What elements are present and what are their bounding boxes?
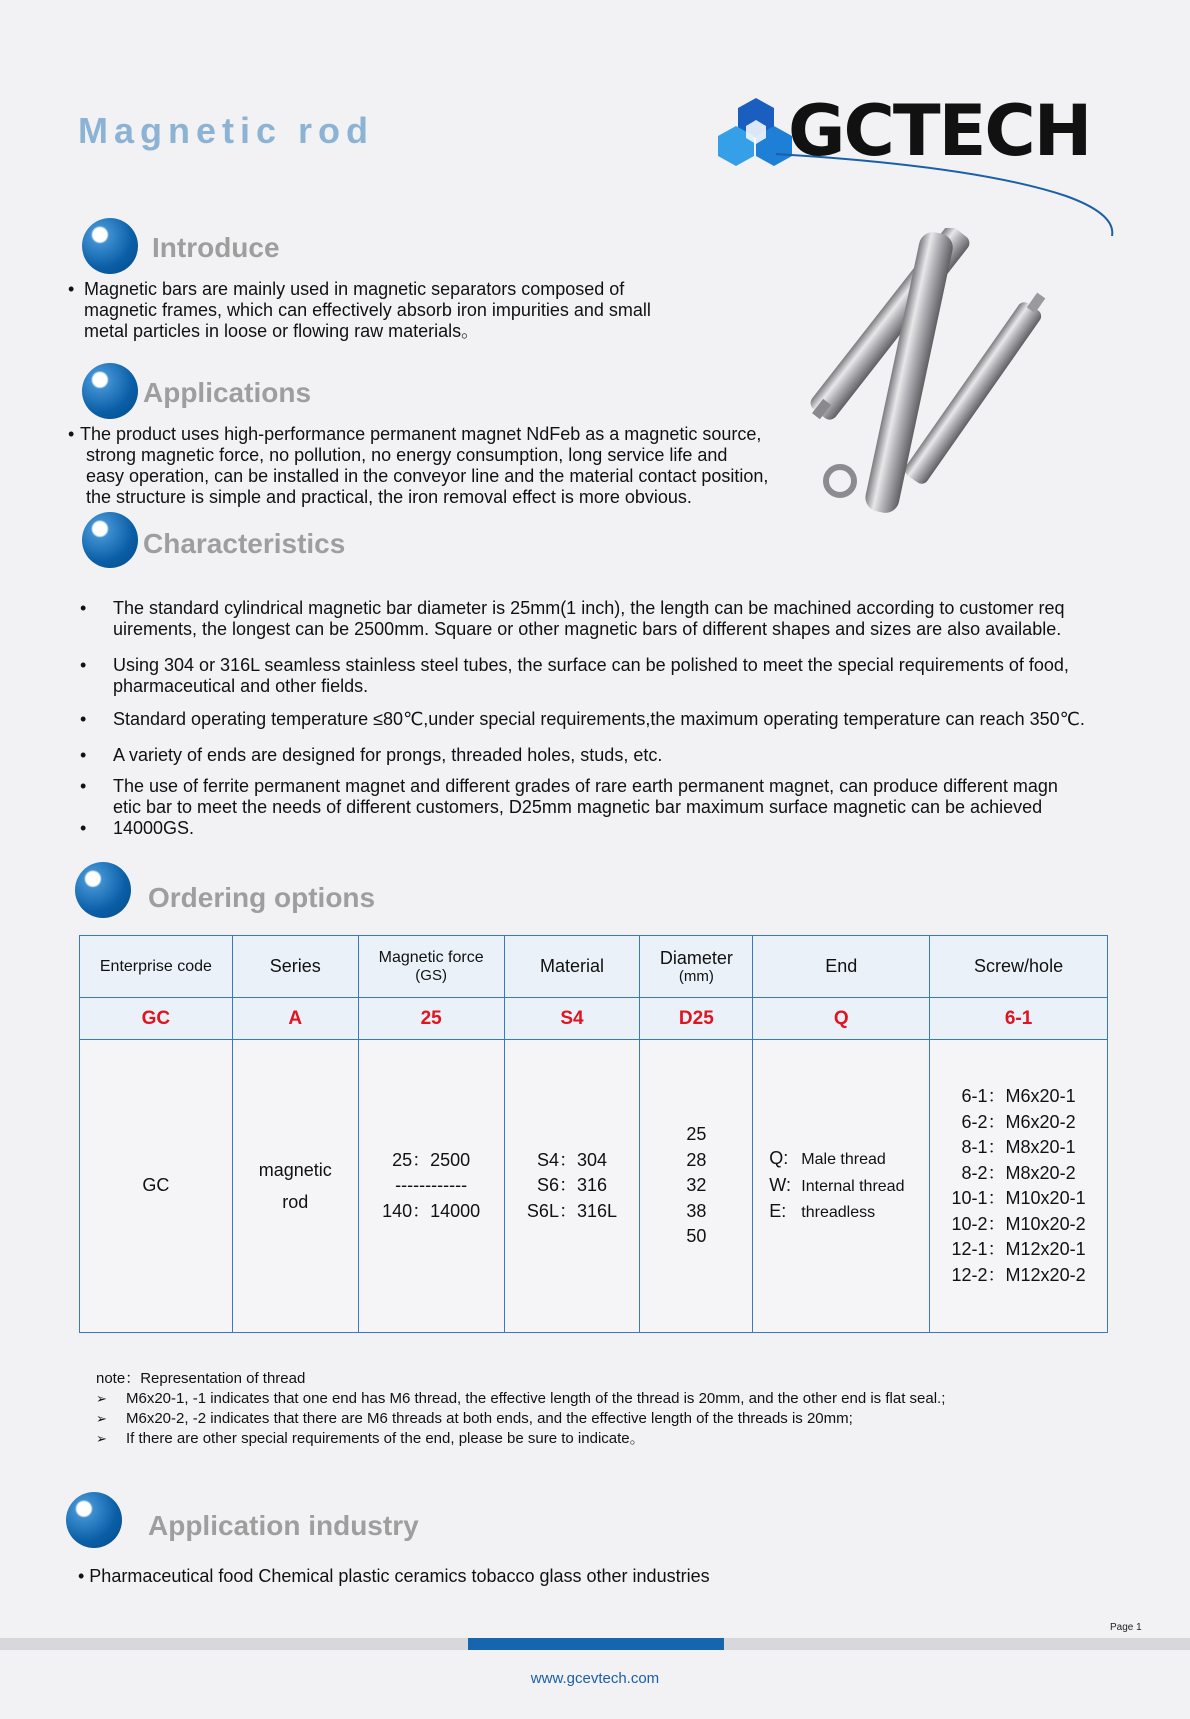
item-line: Using 304 or 316L seamless stainless steel tubes, the surface can be polished to meet the special requirements of food, <box>113 655 1069 675</box>
table-code-row <box>80 998 1108 1040</box>
item-line: Standard operating temperature ≤80℃,under special requirements,the maximum operating temperature can reach 350℃. <box>113 709 1085 729</box>
table-header-row <box>80 936 1108 998</box>
item-line: A variety of ends are designed for prongs, threaded holes, studs, etc. <box>113 745 663 765</box>
header-enterprise-code: Enterprise code <box>80 936 233 998</box>
applications-text <box>80 424 800 508</box>
introduce-line: metal particles in loose or flowing raw materials。 <box>84 321 480 341</box>
note-item <box>96 1409 945 1429</box>
bullet: • <box>80 655 87 675</box>
end-key: E: <box>769 1201 787 1222</box>
section-bullet-icon <box>82 512 138 568</box>
item-line: The use of ferrite permanent magnet and different grades of rare earth permanent magnet, can produce different magn <box>113 776 1058 796</box>
detail-line: 25 <box>686 1124 707 1145</box>
list-item <box>80 655 1140 697</box>
header-label: Magnetic force <box>378 949 484 966</box>
code-cell: GC <box>80 998 233 1040</box>
detail-end <box>753 1040 930 1333</box>
code-cell: S4 <box>504 998 640 1040</box>
section-bullet-icon <box>66 1492 122 1548</box>
detail-line: 140：14000 <box>382 1200 481 1221</box>
detail-line: 8-1：M8x20-1 <box>961 1137 1076 1157</box>
section-bullet-icon <box>82 363 138 419</box>
bullet: • <box>80 598 87 618</box>
detail-enterprise: GC <box>80 1040 233 1333</box>
detail-magnetic-force <box>358 1040 504 1333</box>
applications-bullet: • <box>68 424 75 444</box>
detail-line: S4：304 <box>536 1149 607 1170</box>
applications-line: the structure is simple and practical, the iron removal effect is more obvious. <box>86 487 692 507</box>
page-number: Page 1 <box>1110 1622 1142 1633</box>
arrow-bullet-icon: ➢ <box>96 1391 107 1406</box>
item-line: The standard cylindrical magnetic bar diameter is 25mm(1 inch), the length can be machined according to customer req <box>113 598 1065 618</box>
table-detail-row <box>80 1040 1108 1333</box>
header-series: Series <box>232 936 358 998</box>
bullet: • <box>80 776 87 796</box>
characteristics-title: Characteristics <box>143 528 346 559</box>
detail-line: 50 <box>686 1226 707 1247</box>
header-material: Material <box>504 936 640 998</box>
item-line: uirements, the longest can be 2500mm. Square or other magnetic bars of different shapes and sizes are also available. <box>113 619 1062 639</box>
header-screw-hole: Screw/hole <box>930 936 1108 998</box>
applications-title: Applications <box>143 377 312 408</box>
website-link[interactable]: www.gcevtech.com <box>530 1670 660 1687</box>
detail-line: 8-2：M8x20-2 <box>961 1162 1076 1183</box>
detail-diameter <box>640 1040 753 1333</box>
magnetic-rod-product-image <box>770 228 1070 518</box>
header-magnetic-force <box>358 936 504 998</box>
detail-line: ------------ <box>395 1175 468 1196</box>
detail-line: rod <box>282 1192 309 1212</box>
industry-text: • Pharmaceutical food Chemical plastic ceramics tobacco glass other industries <box>78 1566 710 1586</box>
detail-line: 12-1：M12x20-1 <box>951 1239 1086 1259</box>
header-unit: (mm) <box>678 967 714 985</box>
end-key: Q: <box>769 1148 789 1169</box>
detail-line: 6-2：M6x20-2 <box>961 1111 1076 1132</box>
code-cell: Q <box>753 998 930 1040</box>
end-value: Internal thread <box>801 1177 905 1195</box>
notes-title: note：Representation of thread <box>96 1370 306 1387</box>
detail-line: 10-1：M10x20-1 <box>951 1188 1086 1208</box>
code-cell: 6-1 <box>930 998 1108 1040</box>
arrow-bullet-icon: ➢ <box>96 1431 107 1446</box>
thread-notes <box>96 1369 945 1449</box>
code-cell: 25 <box>358 998 504 1040</box>
footer-accent-bar <box>468 1638 724 1650</box>
list-item <box>80 818 1140 839</box>
code-cell: D25 <box>640 998 753 1040</box>
note-text: If there are other special requirements of the end, please be sure to indicate。 <box>126 1430 645 1447</box>
list-item <box>80 745 1140 766</box>
bullet: • <box>80 818 87 838</box>
introduce-bullet: • <box>68 279 75 299</box>
end-option <box>753 1199 929 1226</box>
detail-line: 10-2：M10x20-2 <box>951 1213 1086 1234</box>
header-label: Diameter <box>659 947 733 968</box>
end-value: Male thread <box>801 1151 886 1169</box>
header-unit: (GS) <box>415 967 447 984</box>
detail-series <box>232 1040 358 1333</box>
end-key: W: <box>769 1174 791 1195</box>
item-line: pharmaceutical and other fields. <box>113 676 369 696</box>
header-end: End <box>753 936 930 998</box>
bullet: • <box>80 709 87 729</box>
brand-name: GCTECH <box>788 90 1091 172</box>
note-text: M6x20-1, -1 indicates that one end has M6 thread, the effective length of the thread is 20mm, and the other end is flat seal.; <box>126 1390 946 1407</box>
industry-title: Application industry <box>148 1510 419 1541</box>
ordering-title: Ordering options <box>148 882 376 913</box>
detail-line: 28 <box>686 1149 707 1170</box>
detail-line: 38 <box>686 1200 707 1221</box>
introduce-line: magnetic frames, which can effectively absorb iron impurities and small <box>84 300 651 320</box>
list-item <box>80 776 1140 818</box>
list-item <box>80 709 1140 730</box>
note-text: M6x20-2, -2 indicates that there are M6 threads at both ends, and the effective length of the threads is 20mm; <box>126 1410 853 1427</box>
detail-line: S6：316 <box>536 1175 607 1196</box>
detail-line: 6-1：M6x20-1 <box>961 1086 1076 1106</box>
detail-material <box>504 1040 640 1333</box>
arrow-bullet-icon: ➢ <box>96 1411 107 1426</box>
introduce-text <box>84 279 724 342</box>
detail-screw-hole <box>930 1040 1108 1333</box>
end-option <box>753 1173 929 1200</box>
ordering-options-table <box>79 935 1108 1333</box>
applications-line: easy operation, can be installed in the conveyor line and the material contact position, <box>86 466 769 486</box>
introduce-title: Introduce <box>152 232 280 263</box>
introduce-line: Magnetic bars are mainly used in magnetic separators composed of <box>84 279 625 299</box>
applications-line: The product uses high-performance permanent magnet NdFeb as a magnetic source, <box>80 424 762 444</box>
bullet: • <box>80 745 87 765</box>
code-cell: A <box>232 998 358 1040</box>
applications-line: strong magnetic force, no pollution, no energy consumption, long service life and <box>86 445 728 465</box>
detail-line: magnetic <box>258 1160 332 1180</box>
header-diameter <box>640 936 753 998</box>
section-bullet-icon <box>75 862 131 918</box>
characteristics-list <box>80 598 1140 839</box>
detail-line: 25：2500 <box>392 1149 471 1170</box>
note-item <box>96 1429 945 1449</box>
section-bullet-icon <box>82 218 138 274</box>
item-line: etic bar to meet the needs of different customers, D25mm magnetic bar maximum surface magnetic can be achieved <box>113 797 1043 817</box>
end-value: threadless <box>801 1204 876 1222</box>
hexagon-logo-icon <box>718 98 792 166</box>
note-item <box>96 1389 945 1409</box>
detail-line: 12-2：M12x20-2 <box>951 1264 1086 1285</box>
list-item <box>80 598 1140 640</box>
item-line: 14000GS. <box>113 818 195 838</box>
detail-line: 32 <box>686 1175 707 1196</box>
end-option <box>753 1146 929 1173</box>
page-title: Magnetic rod <box>78 110 375 151</box>
detail-line: S6L：316L <box>526 1200 617 1221</box>
